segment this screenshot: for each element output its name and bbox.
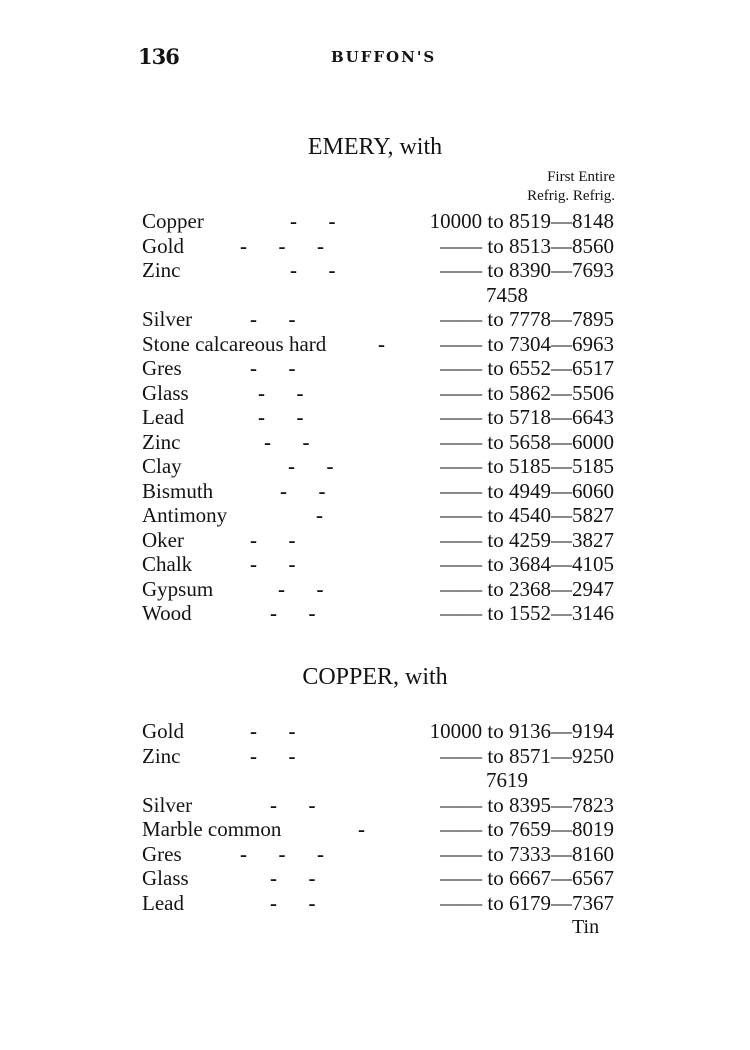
refrigeration-values: —— to 4259—3827 xyxy=(440,527,614,552)
leader-dashes: - - - xyxy=(240,233,324,258)
refrigeration-values: —— to 5862—5506 xyxy=(440,380,614,405)
column-header-line-2: Refrig. Refrig. xyxy=(527,188,615,204)
material-name: Zinc xyxy=(142,429,181,454)
emery-column-header xyxy=(480,168,615,206)
material-name: Bismuth xyxy=(142,478,214,503)
table-row xyxy=(140,307,620,332)
material-name: Silver xyxy=(142,792,193,817)
material-name: Zinc xyxy=(142,743,181,768)
table-row xyxy=(140,719,620,744)
leader-dashes: - - xyxy=(270,601,316,625)
table-row xyxy=(140,283,620,308)
material-name: Silver xyxy=(142,307,193,331)
material-name: Lead xyxy=(142,890,184,915)
refrigeration-values: —— to 4540—5827 xyxy=(440,503,614,527)
refrigeration-values: —— to 8395—7823 xyxy=(440,792,614,817)
table-row xyxy=(140,891,620,916)
column-header-line-1: First Entire xyxy=(547,169,615,185)
refrigeration-values: —— to 6552—6517 xyxy=(440,356,614,380)
refrigeration-values: 10000 to 8519—8148 xyxy=(429,209,614,233)
material-name: Glass xyxy=(142,866,189,890)
leader-dashes: - - xyxy=(250,743,296,768)
leader-dashes: - - xyxy=(258,380,304,405)
table-row xyxy=(140,817,620,842)
table-row xyxy=(140,503,620,528)
refrigeration-values: —— to 5658—6000 xyxy=(440,429,614,454)
material-name: Lead xyxy=(142,405,184,429)
table-row xyxy=(140,552,620,577)
table-row xyxy=(140,405,620,430)
table-row xyxy=(140,209,620,234)
material-name: Gypsum xyxy=(142,576,214,601)
leader-dashes: - - xyxy=(250,527,296,552)
continuation-value: 7458 xyxy=(486,282,528,307)
table-row xyxy=(140,454,620,479)
table-row xyxy=(140,528,620,553)
leader-dashes: - - xyxy=(258,405,304,429)
leader-dashes: - - xyxy=(250,356,296,380)
refrigeration-values: —— to 3684—4105 xyxy=(440,552,614,576)
running-head: BUFFON'S xyxy=(331,48,437,66)
page-header xyxy=(0,44,750,74)
refrigeration-values: —— to 7659—8019 xyxy=(440,817,614,841)
copper-table xyxy=(140,719,620,915)
leader-dashes: - - xyxy=(250,307,296,331)
leader-dashes: - xyxy=(316,503,323,527)
copper-section-title: COPPER, with xyxy=(302,664,448,690)
refrigeration-values: —— to 8390—7693 xyxy=(440,258,614,282)
refrigeration-values: —— to 5185—5185 xyxy=(440,454,614,478)
leader-dashes: - - xyxy=(270,890,316,915)
refrigeration-values: —— to 7304—6963 xyxy=(440,331,614,356)
leader-dashes: - - xyxy=(270,866,316,890)
leader-dashes: - - xyxy=(250,552,296,576)
material-name: Wood xyxy=(142,601,192,625)
table-row xyxy=(140,744,620,769)
refrigeration-values: —— to 7778—7895 xyxy=(440,307,614,331)
table-row xyxy=(140,332,620,357)
leader-dashes: - - xyxy=(270,792,316,817)
emery-section-title: EMERY, with xyxy=(307,134,443,160)
table-row xyxy=(140,577,620,602)
catchword: Tin xyxy=(572,916,600,938)
material-name: Chalk xyxy=(142,552,193,576)
refrigeration-values: —— to 8513—8560 xyxy=(440,233,614,258)
continuation-value: 7619 xyxy=(486,768,528,792)
material-name: Marble common xyxy=(142,817,282,841)
table-row xyxy=(140,381,620,406)
table-row xyxy=(140,866,620,891)
material-name: Antimony xyxy=(142,503,228,527)
refrigeration-values: —— to 6179—7367 xyxy=(440,890,614,915)
table-row xyxy=(140,601,620,626)
refrigeration-values: —— to 8571—9250 xyxy=(440,743,614,768)
table-row xyxy=(140,768,620,793)
table-row xyxy=(140,842,620,867)
material-name: Gres xyxy=(142,841,182,866)
leader-dashes: - xyxy=(378,331,385,356)
leader-dashes: - - xyxy=(280,478,326,503)
refrigeration-values: —— to 5718—6643 xyxy=(440,405,614,429)
table-row xyxy=(140,234,620,259)
refrigeration-values: 10000 to 9136—9194 xyxy=(429,719,614,743)
refrigeration-values: —— to 7333—8160 xyxy=(440,841,614,866)
leader-dashes: - - xyxy=(264,429,310,454)
material-name: Zinc xyxy=(142,258,181,282)
refrigeration-values: —— to 4949—6060 xyxy=(440,478,614,503)
material-name: Copper xyxy=(142,209,204,233)
leader-dashes: - - xyxy=(288,454,334,478)
material-name: Oker xyxy=(142,527,184,552)
page-number: 136 xyxy=(138,44,179,69)
material-name: Glass xyxy=(142,380,189,405)
leader-dashes: - - xyxy=(290,258,336,282)
refrigeration-values: —— to 2368—2947 xyxy=(440,576,614,601)
material-name: Gold xyxy=(142,233,184,258)
table-row xyxy=(140,479,620,504)
table-row xyxy=(140,430,620,455)
leader-dashes: - - xyxy=(290,209,336,233)
leader-dashes: - - xyxy=(278,576,324,601)
table-row xyxy=(140,258,620,283)
material-name: Gres xyxy=(142,356,182,380)
leader-dashes: - - - xyxy=(240,841,324,866)
leader-dashes: - - xyxy=(250,719,296,743)
material-name: Gold xyxy=(142,719,184,743)
material-name: Stone calcareous hard xyxy=(142,331,327,356)
table-row xyxy=(140,793,620,818)
refrigeration-values: —— to 1552—3146 xyxy=(440,601,614,625)
leader-dashes: - xyxy=(358,817,365,841)
refrigeration-values: —— to 6667—6567 xyxy=(440,866,614,890)
table-row xyxy=(140,356,620,381)
material-name: Clay xyxy=(142,454,182,478)
emery-table xyxy=(140,209,620,626)
